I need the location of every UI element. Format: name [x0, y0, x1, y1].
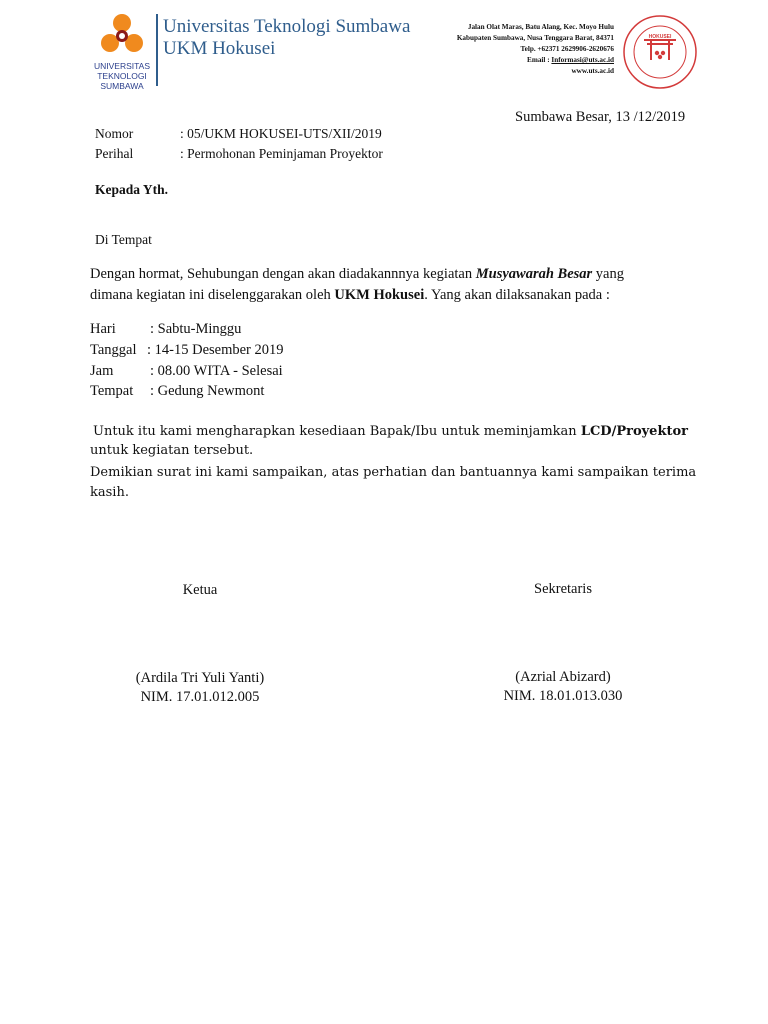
request-text: Untuk itu kami mengharapkan kesediaan Bapak/Ibu untuk meminjamkan: [93, 424, 581, 439]
signature-left-name: (Ardila Tri Yuli Yanti): [135, 670, 265, 686]
nomor-label: Nomor: [95, 126, 134, 141]
intro-line-2: [90, 287, 610, 304]
schedule-value-hari: : Sabtu-Minggu: [150, 321, 242, 337]
intro-line2-tail: . Yang akan dilaksanakan pada :: [424, 287, 610, 303]
logo-text-2: TEKNOLOGI: [97, 71, 147, 81]
request-line-1: [93, 424, 688, 439]
seal-text: HOKUSEI: [648, 34, 672, 40]
address-block: [400, 22, 614, 77]
date-place: Sumbawa Besar, 13 /12/2019: [515, 109, 686, 125]
request-line-2: untuk kegiatan tersebut.: [90, 443, 254, 458]
address-line-1: Jalan Olat Maras, Batu Alang, Kec. Moyo Hulu: [467, 23, 614, 31]
logo-text-3: SUMBAWA: [100, 81, 144, 91]
email-link[interactable]: Informasi@uts.ac.id: [551, 56, 614, 64]
intro-text: Dengan hormat, Sehubungan dengan akan diadakannnya kegiatan: [90, 266, 476, 282]
signature-left-role: Ketua: [182, 582, 218, 598]
header-divider: [156, 14, 158, 86]
signature-right-role: Sekretaris: [534, 581, 592, 597]
schedule-value-tempat: : Gedung Newmont: [150, 383, 265, 399]
perihal-value: : Permohonan Peminjaman Proyektor: [180, 146, 383, 161]
intro-line-1: [90, 266, 624, 283]
university-logo: [88, 10, 156, 94]
phone: Telp. +62371 2629906-2620676: [520, 45, 614, 53]
place: Di Tempat: [95, 232, 152, 247]
nomor-value: : 05/UKM HOKUSEI-UTS/XII/2019: [180, 126, 382, 141]
schedule-label-tempat: Tempat: [90, 383, 134, 399]
closing-line-1: Demikian surat ini kami sampaikan, atas perhatian dan bantuannya kami sampaikan terima: [90, 465, 697, 480]
signature-right-nim: NIM. 18.01.013.030: [503, 688, 623, 704]
org-name: UKM Hokusei: [334, 287, 425, 303]
schedule-label-tanggal: Tanggal: [90, 342, 137, 358]
perihal-label: Perihal: [95, 146, 134, 161]
logo-text-1: UNIVERSITAS: [93, 61, 151, 71]
intro-tail: yang: [592, 266, 624, 282]
hokusei-seal: [622, 14, 698, 90]
university-name: Universitas Teknologi Sumbawa: [163, 16, 411, 37]
email-label: Email :: [527, 56, 552, 64]
recipient: Kepada Yth.: [95, 182, 169, 197]
closing-line-2: kasih.: [90, 485, 129, 500]
signature-left-nim: NIM. 17.01.012.005: [140, 689, 260, 705]
event-name: Musyawarah Besar: [475, 266, 593, 282]
website-link[interactable]: www.uts.ac.id: [571, 67, 614, 75]
schedule-label-hari: Hari: [90, 321, 116, 337]
schedule-label-jam: Jam: [90, 363, 114, 379]
ukm-name: UKM Hokusei: [163, 38, 276, 59]
intro-line2-text: dimana kegiatan ini diselenggarakan oleh: [90, 287, 335, 303]
address-line-2: Kabupaten Sumbawa, Nusa Tenggara Barat, 84371: [456, 34, 614, 42]
signature-right-name: (Azrial Abizard): [515, 669, 611, 685]
item-name: LCD/Proyektor: [580, 424, 688, 439]
schedule-value-tanggal: : 14-15 Desember 2019: [147, 342, 284, 358]
schedule-value-jam: : 08.00 WITA - Selesai: [150, 363, 283, 379]
